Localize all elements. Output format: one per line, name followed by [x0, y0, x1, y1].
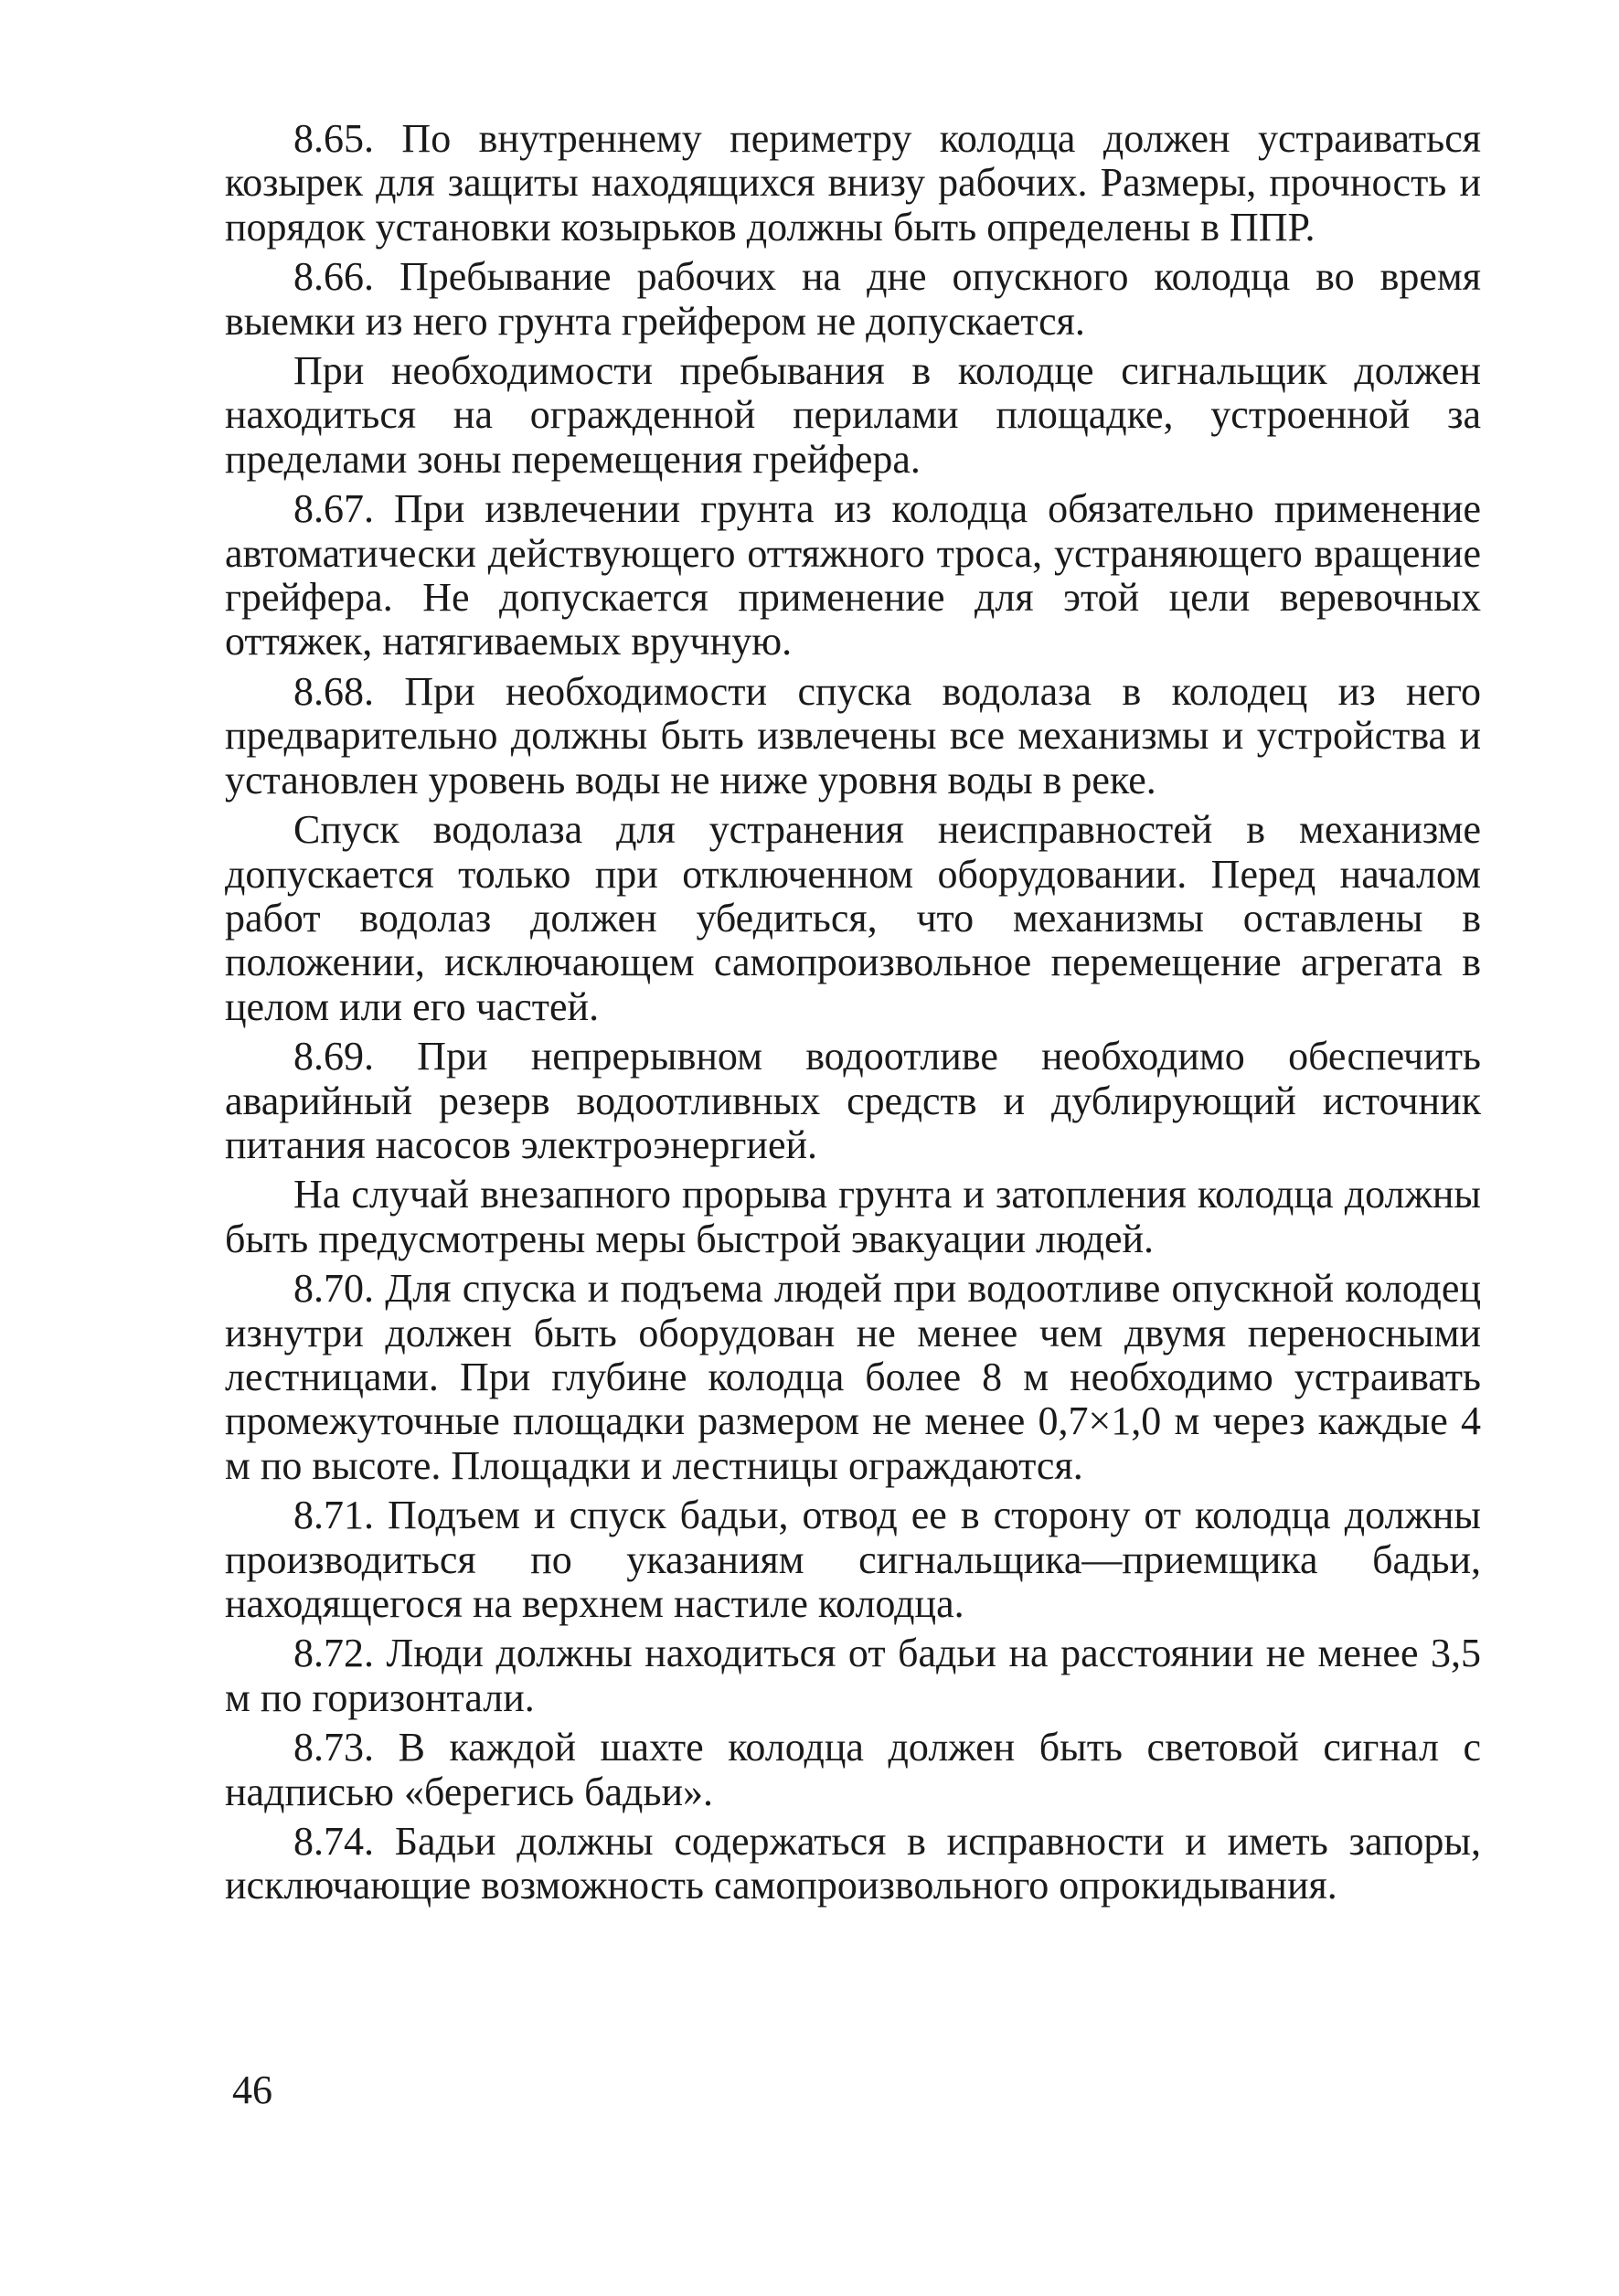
paragraph-8-68-diver: Спуск водолаза для устранения неисправностей в механизме допускается только при отключенном оборудовании. Перед началом работ водолаз должен убедиться, что механизмы оставлены в положении, исключающем самопроизвольное перемещение агрегата в целом или его частей. — [225, 807, 1481, 1029]
paragraph-8-65: 8.65. По внутреннему периметру колодца должен устраиваться козырек для защиты находящихся внизу рабочих. Размеры, прочность и порядок установки козырьков должны быть определены в ППР. — [225, 116, 1481, 250]
page-number: 46 — [232, 2067, 272, 2112]
paragraph-8-69-evacuation: На случай внезапного прорыва грунта и затопления колодца должны быть предусмотрены меры быстрой эвакуации людей. — [225, 1172, 1481, 1261]
paragraph-8-66-signalman: При необходимости пребывания в колодце сигнальщик должен находиться на огражденной перилами площадке, устроенной за пределами зоны перемещения грейфера. — [225, 348, 1481, 482]
paragraph-8-67: 8.67. При извлечении грунта из колодца обязательно применение автоматически действующего оттяжного троса, устраняющего вращение грейфера. Не допускается применение для этой цели веревочных оттяжек, натягиваемых вручную. — [225, 486, 1481, 664]
paragraph-8-72: 8.72. Люди должны находиться от бадьи на расстоянии не менее 3,5 м по горизонтали. — [225, 1631, 1481, 1720]
paragraph-8-66: 8.66. Пребывание рабочих на дне опускного колодца во время выемки из него грунта грейфером не допускается. — [225, 254, 1481, 344]
paragraph-8-69: 8.69. При непрерывном водоотливе необходимо обеспечить аварийный резерв водоотливных средств и дублирующий источник питания насосов электроэнергией. — [225, 1034, 1481, 1167]
paragraph-8-71: 8.71. Подъем и спуск бадьи, отвод ее в сторону от колодца должны производиться по указаниям сигнальщика—приемщика бадьи, находящегося на верхнем настиле колодца. — [225, 1493, 1481, 1626]
paragraph-8-70: 8.70. Для спуска и подъема людей при водоотливе опускной колодец изнутри должен быть оборудован не менее чем двумя переносными лестницами. При глубине колодца более 8 м необходимо устраивать промежуточные площадки размером не менее 0,7×1,0 м через каждые 4 м по высоте. Площадки и лестницы ограждаются. — [225, 1266, 1481, 1488]
paragraph-8-73: 8.73. В каждой шахте колодца должен быть световой сигнал с надписью «берегись бадьи». — [225, 1725, 1481, 1814]
paragraph-8-74: 8.74. Бадьи должны содержаться в исправности и иметь запоры, исключающие возможность самопроизвольного опрокидывания. — [225, 1819, 1481, 1908]
body-text — [225, 117, 1481, 1914]
paragraph-8-68: 8.68. При необходимости спуска водолаза в колодец из него предварительно должны быть извлечены все механизмы и устройства и установлен уровень воды не ниже уровня воды в реке. — [225, 668, 1481, 803]
